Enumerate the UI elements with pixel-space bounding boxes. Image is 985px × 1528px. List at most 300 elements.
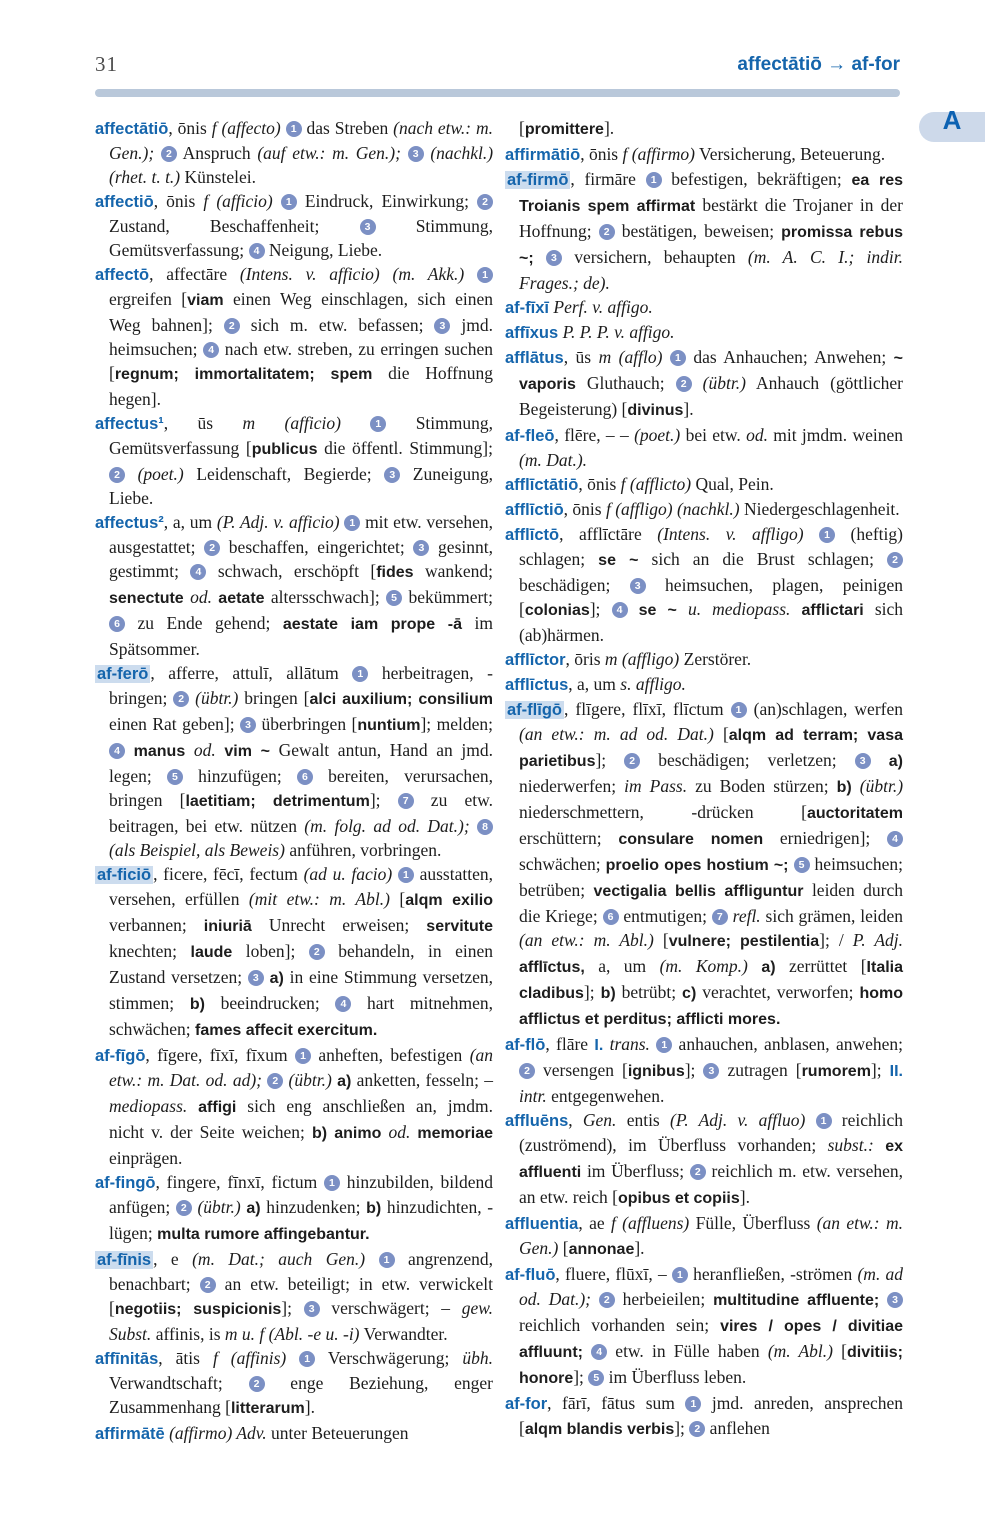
headword: afflīctiō bbox=[505, 501, 564, 519]
body-text: [ bbox=[558, 1238, 569, 1258]
body-text bbox=[748, 956, 761, 976]
sense-number-badge: 2 bbox=[267, 1073, 283, 1089]
body-text: zu Boden stürzen; bbox=[687, 776, 837, 796]
sense-number-badge: 2 bbox=[176, 1200, 192, 1216]
bold-latin-text: aestate iam prope -ā bbox=[282, 616, 463, 633]
headword: affirmātē bbox=[95, 1425, 165, 1443]
sense-number-badge: 7 bbox=[712, 909, 728, 925]
grammar-note: (m. Dat.; auch Gen.) bbox=[192, 1249, 379, 1269]
grammar-note: intr. bbox=[519, 1086, 547, 1106]
body-text: hinzudichten, -lügen; bbox=[109, 1197, 494, 1243]
body-text: bringen [ bbox=[238, 688, 310, 708]
sense-number-badge: 3 bbox=[703, 1063, 719, 1079]
bold-latin-text: proelio opes hostium ~; bbox=[605, 857, 789, 874]
sense-number-badge: 4 bbox=[335, 996, 351, 1012]
sense-number-badge: 2 bbox=[161, 146, 177, 162]
grammar-note: (P. Adj. v. afficio) bbox=[216, 512, 345, 532]
body-text: , affectāre bbox=[149, 264, 240, 284]
body-text: mit etw. versehen, ausgestattet; bbox=[109, 512, 493, 557]
body-text: bestätigen, beweisen; bbox=[614, 221, 782, 241]
headword: affluēns bbox=[505, 1112, 569, 1130]
body-text: (an)schlagen, werfen bbox=[746, 699, 903, 719]
grammar-note: (m. folg. ad od. Dat.); bbox=[304, 816, 470, 836]
dictionary-entry bbox=[505, 1262, 903, 1391]
grammar-note: f (affligo) (nachkl.) bbox=[605, 499, 740, 519]
headword: affīxus bbox=[505, 324, 559, 342]
sense-number-badge: 1 bbox=[731, 702, 747, 718]
body-text bbox=[591, 1289, 599, 1309]
bold-latin-text: a) bbox=[246, 1200, 261, 1217]
body-text: sich eng anschließen an, jmdm. nicht v. der Seite weichen; bbox=[109, 1096, 493, 1142]
body-text: anflehen bbox=[705, 1418, 770, 1438]
body-text: bereiten, verursachen, bringen [ bbox=[109, 766, 494, 810]
dictionary-entry bbox=[95, 661, 493, 862]
body-text: , ūs bbox=[163, 413, 243, 433]
body-text bbox=[470, 816, 477, 836]
body-text: ]. bbox=[739, 1187, 750, 1207]
body-text: zutragen [ bbox=[719, 1060, 802, 1080]
sense-number-badge: 6 bbox=[603, 909, 619, 925]
bold-latin-text: se ~ bbox=[598, 552, 639, 569]
headword: afflīctō bbox=[505, 526, 560, 544]
bold-latin-text: servitute bbox=[426, 918, 493, 935]
body-text: verachtet, verworfen; bbox=[696, 982, 860, 1002]
body-text: Fülle, Überfluss bbox=[689, 1213, 817, 1233]
grammar-note: (übtr.) bbox=[859, 776, 904, 796]
sense-number-badge: 3 bbox=[434, 318, 450, 334]
grammar-note: od. bbox=[746, 425, 768, 445]
grammar-note: (P. Adj. v. affluo) bbox=[670, 1110, 816, 1130]
grammar-note: (übtr.) bbox=[195, 688, 239, 708]
body-text: beschädigen; bbox=[519, 575, 630, 595]
bold-latin-text: opibus et copiis bbox=[617, 1190, 740, 1207]
sense-number-badge: 4 bbox=[591, 1344, 607, 1360]
roman-numeral: I. bbox=[594, 1037, 604, 1054]
column-left bbox=[95, 116, 493, 1446]
headword: affectō bbox=[95, 266, 150, 284]
sense-number-badge: 7 bbox=[398, 793, 414, 809]
bold-latin-text: divinus bbox=[627, 402, 684, 419]
bold-latin-text: aetate bbox=[218, 590, 265, 607]
sense-number-badge: 2 bbox=[887, 552, 903, 568]
headword: afflīctor bbox=[505, 651, 566, 669]
dictionary-entry bbox=[95, 1346, 493, 1421]
body-text: ]; bbox=[595, 750, 625, 770]
body-text: knechten; bbox=[109, 941, 191, 961]
sense-number-badge: 2 bbox=[599, 1292, 615, 1308]
bold-latin-text: consulare nomen bbox=[618, 831, 764, 848]
sense-number-badge: 2 bbox=[477, 194, 493, 210]
body-text: , ōris bbox=[565, 649, 605, 669]
body-text: anheften, befestigen bbox=[310, 1045, 470, 1065]
sense-number-badge: 3 bbox=[304, 1301, 320, 1317]
body-text: bestärkt die Trojaner in der Hoffnung; bbox=[519, 195, 903, 241]
bold-latin-text: annonae bbox=[568, 1241, 635, 1258]
body-text: ]. bbox=[603, 118, 615, 138]
headword: afflātus bbox=[505, 349, 564, 367]
grammar-note: m (affligo) bbox=[604, 649, 680, 669]
sense-number-badge: 1 bbox=[299, 1351, 315, 1367]
body-text: verbannen; bbox=[109, 915, 204, 935]
grammar-note: f (afflicto) bbox=[620, 474, 692, 494]
sense-number-badge: 4 bbox=[190, 564, 206, 580]
body-text: zu Ende gehend; bbox=[125, 613, 283, 633]
body-text: beschädigen; verletzen; bbox=[640, 750, 855, 770]
bold-latin-text: laetitiam; detrimentum bbox=[185, 793, 370, 810]
bold-latin-text: litterarum bbox=[230, 1400, 305, 1417]
sense-number-badge: 1 bbox=[685, 1396, 701, 1412]
page-number: 31 bbox=[95, 52, 118, 76]
grammar-note: (m. Dat.). bbox=[519, 450, 588, 470]
bold-latin-text: homo afflictus et perditus; afflicti mores. bbox=[519, 985, 903, 1028]
body-text bbox=[125, 740, 134, 760]
body-text: hinzubilden, bildend anfügen; bbox=[109, 1172, 493, 1217]
body-text: herbeitragen, -bringen; bbox=[109, 663, 494, 708]
body-text: ]. bbox=[304, 1397, 315, 1417]
sense-number-badge: 1 bbox=[281, 194, 297, 210]
body-text: Anspruch bbox=[176, 143, 258, 163]
body-text: Qual, Pein. bbox=[691, 474, 774, 494]
grammar-note: (m. Komp.) bbox=[659, 956, 748, 976]
body-text: , fīgere, fīxī, fīxum bbox=[145, 1045, 295, 1065]
bold-latin-text: fames affecit exercitum. bbox=[195, 1022, 378, 1039]
dictionary-entry bbox=[505, 472, 903, 497]
bold-latin-text: auctoritatem bbox=[806, 805, 903, 822]
dictionary-entry bbox=[505, 295, 903, 320]
body-text: ]; bbox=[369, 790, 398, 810]
sense-number-badge: 5 bbox=[386, 590, 402, 606]
body-text: ]. bbox=[634, 1238, 645, 1258]
grammar-note: m u. f (Abl. -e u. -i) bbox=[224, 1324, 360, 1344]
sense-number-badge: 4 bbox=[887, 831, 903, 847]
sense-number-badge: 3 bbox=[240, 717, 256, 733]
body-text: , ātis bbox=[158, 1348, 213, 1368]
body-text: ]; bbox=[674, 1418, 690, 1438]
body-text: ]. bbox=[683, 399, 694, 419]
bold-latin-text: vulnere; pestilentia bbox=[668, 933, 820, 950]
body-text: hart mitnehmen, schwächen; bbox=[109, 993, 494, 1039]
grammar-note: übh. bbox=[462, 1348, 493, 1368]
sense-number-badge: 1 bbox=[344, 515, 360, 531]
sense-number-badge: 1 bbox=[816, 1113, 832, 1129]
headword: affectus² bbox=[95, 514, 164, 532]
sense-number-badge: 1 bbox=[670, 350, 686, 366]
grammar-note: m (afflo) bbox=[598, 347, 670, 367]
bold-latin-text: a) bbox=[337, 1073, 352, 1090]
grammar-note: (übtr.) bbox=[197, 1197, 241, 1217]
sense-number-badge: 2 bbox=[204, 540, 220, 556]
grammar-note: (an etw.: m. Dat. od. ad); bbox=[109, 1045, 494, 1090]
dictionary-entry bbox=[505, 1211, 903, 1262]
body-text: befestigen, bekräftigen; bbox=[661, 169, 852, 189]
sense-number-badge: 1 bbox=[646, 172, 662, 188]
bold-latin-text: ex affluenti bbox=[519, 1138, 903, 1181]
bold-latin-text: ~ vaporis bbox=[519, 350, 904, 393]
dictionary-entry bbox=[505, 522, 903, 647]
body-text: , fingere, fīnxī, fictum bbox=[155, 1172, 324, 1192]
body-text: [ bbox=[389, 889, 406, 909]
body-text: ausstatten, versehen, erfüllen bbox=[109, 864, 493, 909]
bold-latin-text: b) bbox=[366, 1200, 382, 1217]
body-text: beschaffen, eingerichtet; bbox=[220, 537, 414, 557]
grammar-note: f (affirmo) bbox=[622, 144, 695, 164]
body-text: Leidenschaft, Begierde; bbox=[183, 464, 385, 484]
sense-number-badge: 2 bbox=[200, 1277, 216, 1293]
sense-number-badge: 2 bbox=[624, 753, 640, 769]
sense-number-badge: 2 bbox=[173, 691, 189, 707]
sense-number-badge: 3 bbox=[384, 467, 400, 483]
bold-latin-text: affigi bbox=[198, 1099, 237, 1116]
headword-highlighted: af-ferō bbox=[97, 665, 149, 683]
dictionary-entry bbox=[505, 1108, 903, 1211]
body-text: etw. in Fülle haben bbox=[607, 1341, 768, 1361]
body-text: an etw. beteiligt; in etw. verwickelt [ bbox=[109, 1274, 494, 1318]
grammar-note: od. bbox=[193, 740, 216, 760]
body-text: jmd. anreden, ansprechen [ bbox=[519, 1393, 903, 1438]
headword: affīnitās bbox=[95, 1350, 159, 1368]
body-text: a, um bbox=[584, 956, 660, 976]
body-text: ]; bbox=[684, 1060, 704, 1080]
grammar-note: f (affinis) bbox=[212, 1348, 300, 1368]
body-text: sich m. etw. befassen; bbox=[239, 315, 435, 335]
grammar-note: (poet.) bbox=[137, 464, 184, 484]
roman-numeral: II. bbox=[889, 1063, 903, 1080]
bold-latin-text: a) bbox=[761, 959, 776, 976]
headword-highlighted: af-fīnis bbox=[97, 1251, 152, 1269]
body-text: Gluthauch; bbox=[575, 373, 676, 393]
body-text: ]; bbox=[870, 1060, 890, 1080]
body-text: im Spätsommer. bbox=[109, 613, 493, 659]
sense-number-badge: 3 bbox=[630, 578, 646, 594]
sense-number-badge: 5 bbox=[794, 857, 810, 873]
headword-highlighted: af-firmō bbox=[507, 171, 569, 189]
body-text: schwächen; bbox=[519, 854, 606, 874]
body-text: im Überfluss; bbox=[581, 1161, 690, 1181]
body-text bbox=[692, 373, 703, 393]
bold-latin-text: alci auxilium; consilium bbox=[309, 691, 493, 708]
body-text: behandeln, in einen Zustand versetzen; bbox=[109, 941, 493, 987]
body-text: zu etw. beitragen, bei etw. nützen bbox=[109, 790, 493, 836]
sense-number-badge: 1 bbox=[819, 527, 835, 543]
bold-latin-text: alqm blandis verbis bbox=[524, 1421, 675, 1438]
dictionary-entry bbox=[505, 1391, 903, 1442]
body-text: [ bbox=[713, 724, 729, 744]
body-text: bei etw. bbox=[680, 425, 747, 445]
body-text bbox=[790, 599, 801, 619]
grammar-note: m (afficio) bbox=[242, 413, 371, 433]
bold-latin-text: divitiis; honore bbox=[519, 1344, 903, 1387]
body-text: , fārī, fātus sum bbox=[547, 1393, 686, 1413]
sense-number-badge: 1 bbox=[324, 1175, 340, 1191]
sense-number-badge: 1 bbox=[295, 1048, 311, 1064]
body-text: mit jmdm. weinen bbox=[767, 425, 903, 445]
body-text: bekümmert; bbox=[402, 587, 494, 607]
dictionary-entry bbox=[505, 167, 903, 295]
grammar-note: u. mediopass. bbox=[687, 599, 791, 619]
bold-latin-text: ignibus bbox=[627, 1063, 685, 1080]
body-text: , flēre, – – bbox=[554, 425, 635, 445]
grammar-note: f (affluens) bbox=[610, 1213, 690, 1233]
body-text: , flīgere, flīxī, flīctum bbox=[564, 699, 731, 719]
sense-number-badge: 1 bbox=[477, 267, 493, 283]
grammar-note: od. bbox=[190, 587, 212, 607]
headword: af-fleō bbox=[505, 427, 555, 445]
bold-latin-text: b) bbox=[836, 779, 852, 796]
headword: affectātiō bbox=[95, 120, 169, 138]
running-head: affectātiō → af-for bbox=[737, 54, 900, 75]
body-text bbox=[187, 1096, 198, 1116]
dictionary-entry bbox=[505, 142, 903, 167]
grammar-note: f (afficio) bbox=[203, 191, 281, 211]
body-text: anhauchen, anblasen, anwehen; bbox=[672, 1034, 904, 1054]
dictionary-entry bbox=[505, 423, 903, 472]
body-text: , ōnis bbox=[153, 191, 204, 211]
sense-number-badge: 2 bbox=[689, 1421, 705, 1437]
body-text: anführen, vorbringen. bbox=[284, 840, 442, 860]
body-text: , ōnis bbox=[563, 499, 606, 519]
body-text: ]; / bbox=[819, 930, 853, 950]
grammar-note: (auf etw.: m. Gen.); bbox=[257, 143, 401, 163]
grammar-note: (nachkl.) (rhet. t. t.) bbox=[109, 143, 494, 187]
body-text: jmd. heimsuchen; bbox=[109, 315, 494, 359]
headword: affirmātiō bbox=[505, 146, 581, 164]
thumb-index-letter: A bbox=[942, 105, 962, 135]
body-text bbox=[879, 1289, 887, 1309]
sense-number-badge: 3 bbox=[248, 970, 264, 986]
dictionary-entry bbox=[505, 345, 903, 423]
dictionary-entry bbox=[95, 1421, 493, 1446]
bold-latin-text: manus bbox=[133, 743, 186, 760]
body-text: , ōnis bbox=[168, 118, 212, 138]
body-text: sich grämen, leiden bbox=[760, 906, 903, 926]
sense-number-badge: 5 bbox=[588, 1370, 604, 1386]
sense-number-badge: 2 bbox=[109, 467, 125, 483]
body-text: sich an die Brust schlagen; bbox=[638, 549, 887, 569]
sense-number-badge: 3 bbox=[360, 219, 376, 235]
body-text: einprägen. bbox=[109, 1148, 183, 1168]
sense-number-badge: 3 bbox=[413, 540, 429, 556]
dictionary-entry bbox=[95, 411, 493, 510]
grammar-note: Perf. v. affigo. bbox=[553, 297, 653, 317]
headword: af-flō bbox=[505, 1036, 546, 1054]
grammar-note: (ad u. facio) bbox=[303, 864, 398, 884]
headword: afflīctātiō bbox=[505, 476, 579, 494]
dictionary-entry bbox=[95, 1247, 493, 1346]
grammar-note: (als Beispiel, als Beweis) bbox=[109, 840, 285, 860]
body-text: ]; bbox=[573, 1367, 589, 1387]
body-text: Niedergeschlagenheit. bbox=[739, 499, 900, 519]
dictionary-entry bbox=[505, 116, 903, 142]
body-text: erschüttern; bbox=[519, 828, 619, 848]
body-text: Neigung, Liebe. bbox=[264, 240, 383, 260]
body-text: Eindruck, Einwirkung; bbox=[296, 191, 478, 211]
body-text: im Überfluss leben. bbox=[604, 1367, 747, 1387]
bold-latin-text: ea res Troianis spem affirmat bbox=[519, 172, 904, 215]
body-text bbox=[874, 1135, 885, 1155]
body-text: das Anhauchen; Anwehen; bbox=[685, 347, 894, 367]
bold-latin-text: b) bbox=[600, 985, 616, 1002]
dictionary-entry bbox=[505, 672, 903, 697]
grammar-note: P. P. P. v. affigo. bbox=[562, 322, 675, 342]
grammar-note: im Pass. bbox=[624, 776, 688, 796]
body-text: beeindrucken; bbox=[204, 993, 336, 1013]
body-text: altersschwach]; bbox=[264, 587, 387, 607]
sense-number-badge: 1 bbox=[672, 1267, 688, 1283]
body-text: anketten, fesseln; – bbox=[351, 1070, 494, 1090]
body-text: heranfließen, -strömen bbox=[687, 1264, 858, 1284]
headword-highlighted: af-ficiō bbox=[97, 866, 152, 884]
body-text: versichern, behaupten bbox=[561, 247, 748, 267]
body-text: angrenzend, benachbart; bbox=[109, 1249, 493, 1294]
body-text bbox=[464, 264, 477, 284]
headword: afflīctus bbox=[505, 676, 569, 694]
body-text: affinis, is bbox=[151, 1324, 225, 1344]
dictionary-entry bbox=[505, 320, 903, 345]
grammar-note: (an etw.: m. Gen.) bbox=[519, 1213, 903, 1258]
body-text: Stimmung, Gemütsverfassung; bbox=[109, 216, 493, 260]
sense-number-badge: 2 bbox=[676, 376, 692, 392]
body-text: Verschwägerung; bbox=[315, 1348, 463, 1368]
dictionary-entry bbox=[505, 697, 903, 1032]
sense-number-badge: 2 bbox=[519, 1063, 535, 1079]
grammar-note: (an etw.: m. ad od. Dat.) bbox=[519, 724, 714, 744]
bold-latin-text: se ~ bbox=[638, 602, 677, 619]
grammar-note: od. bbox=[388, 1122, 411, 1142]
headword: af-fingō bbox=[95, 1174, 156, 1192]
body-text bbox=[677, 599, 688, 619]
sense-number-badge: 4 bbox=[109, 743, 125, 759]
headword: affectiō bbox=[95, 193, 154, 211]
grammar-note: (m. ad od. Dat.); bbox=[519, 1264, 904, 1309]
body-text bbox=[154, 143, 161, 163]
sense-number-badge: 3 bbox=[408, 146, 424, 162]
body-text: entmutigen; bbox=[618, 906, 712, 926]
bold-latin-text: b) bbox=[189, 996, 205, 1013]
body-text: entgegenwehen. bbox=[546, 1086, 665, 1106]
grammar-note: (Intens. v. affligo) bbox=[657, 524, 820, 544]
bold-latin-text: promissa rebus ~; bbox=[519, 224, 903, 267]
body-text: überbringen [ bbox=[256, 714, 358, 734]
grammar-note: Gen. bbox=[582, 1110, 617, 1130]
body-text: [ bbox=[519, 118, 525, 138]
body-text: das Streben bbox=[301, 118, 394, 138]
thumb-index-tab bbox=[919, 105, 985, 142]
body-text: erniedrigen]; bbox=[763, 828, 887, 848]
bold-latin-text: a) bbox=[888, 753, 904, 770]
sense-number-badge: 2 bbox=[599, 224, 615, 240]
sense-number-badge: 1 bbox=[352, 666, 368, 682]
body-text: , firmāre bbox=[570, 169, 646, 189]
body-text: versengen [ bbox=[535, 1060, 628, 1080]
dictionary-entry bbox=[95, 862, 493, 1043]
body-text: nach etw. streben, zu erringen suchen [ bbox=[109, 339, 493, 383]
body-text: Zuneigung, Liebe. bbox=[109, 464, 493, 508]
body-text: betrübt; bbox=[615, 982, 683, 1002]
bold-latin-text: alqm ad terram; vasa parietibus bbox=[519, 727, 903, 770]
grammar-note: (mit etw.: m. Abl.) bbox=[248, 889, 390, 909]
body-text: Verwandter. bbox=[359, 1324, 448, 1344]
sense-number-badge: 4 bbox=[249, 243, 265, 259]
bold-latin-text: iniuriā bbox=[203, 918, 252, 935]
body-text: Zerstörer. bbox=[679, 649, 752, 669]
body-text: in eine Stimmung versetzen, stimmen; bbox=[109, 967, 494, 1013]
body-text: wankend; bbox=[413, 561, 493, 581]
sense-number-badge: 3 bbox=[887, 1292, 903, 1308]
headword: affectus¹ bbox=[95, 415, 164, 433]
body-text: Künstelei. bbox=[180, 167, 256, 187]
headword: af-for bbox=[505, 1395, 548, 1413]
body-text: Gewalt antun, Hand an jmd. legen; bbox=[109, 740, 494, 786]
